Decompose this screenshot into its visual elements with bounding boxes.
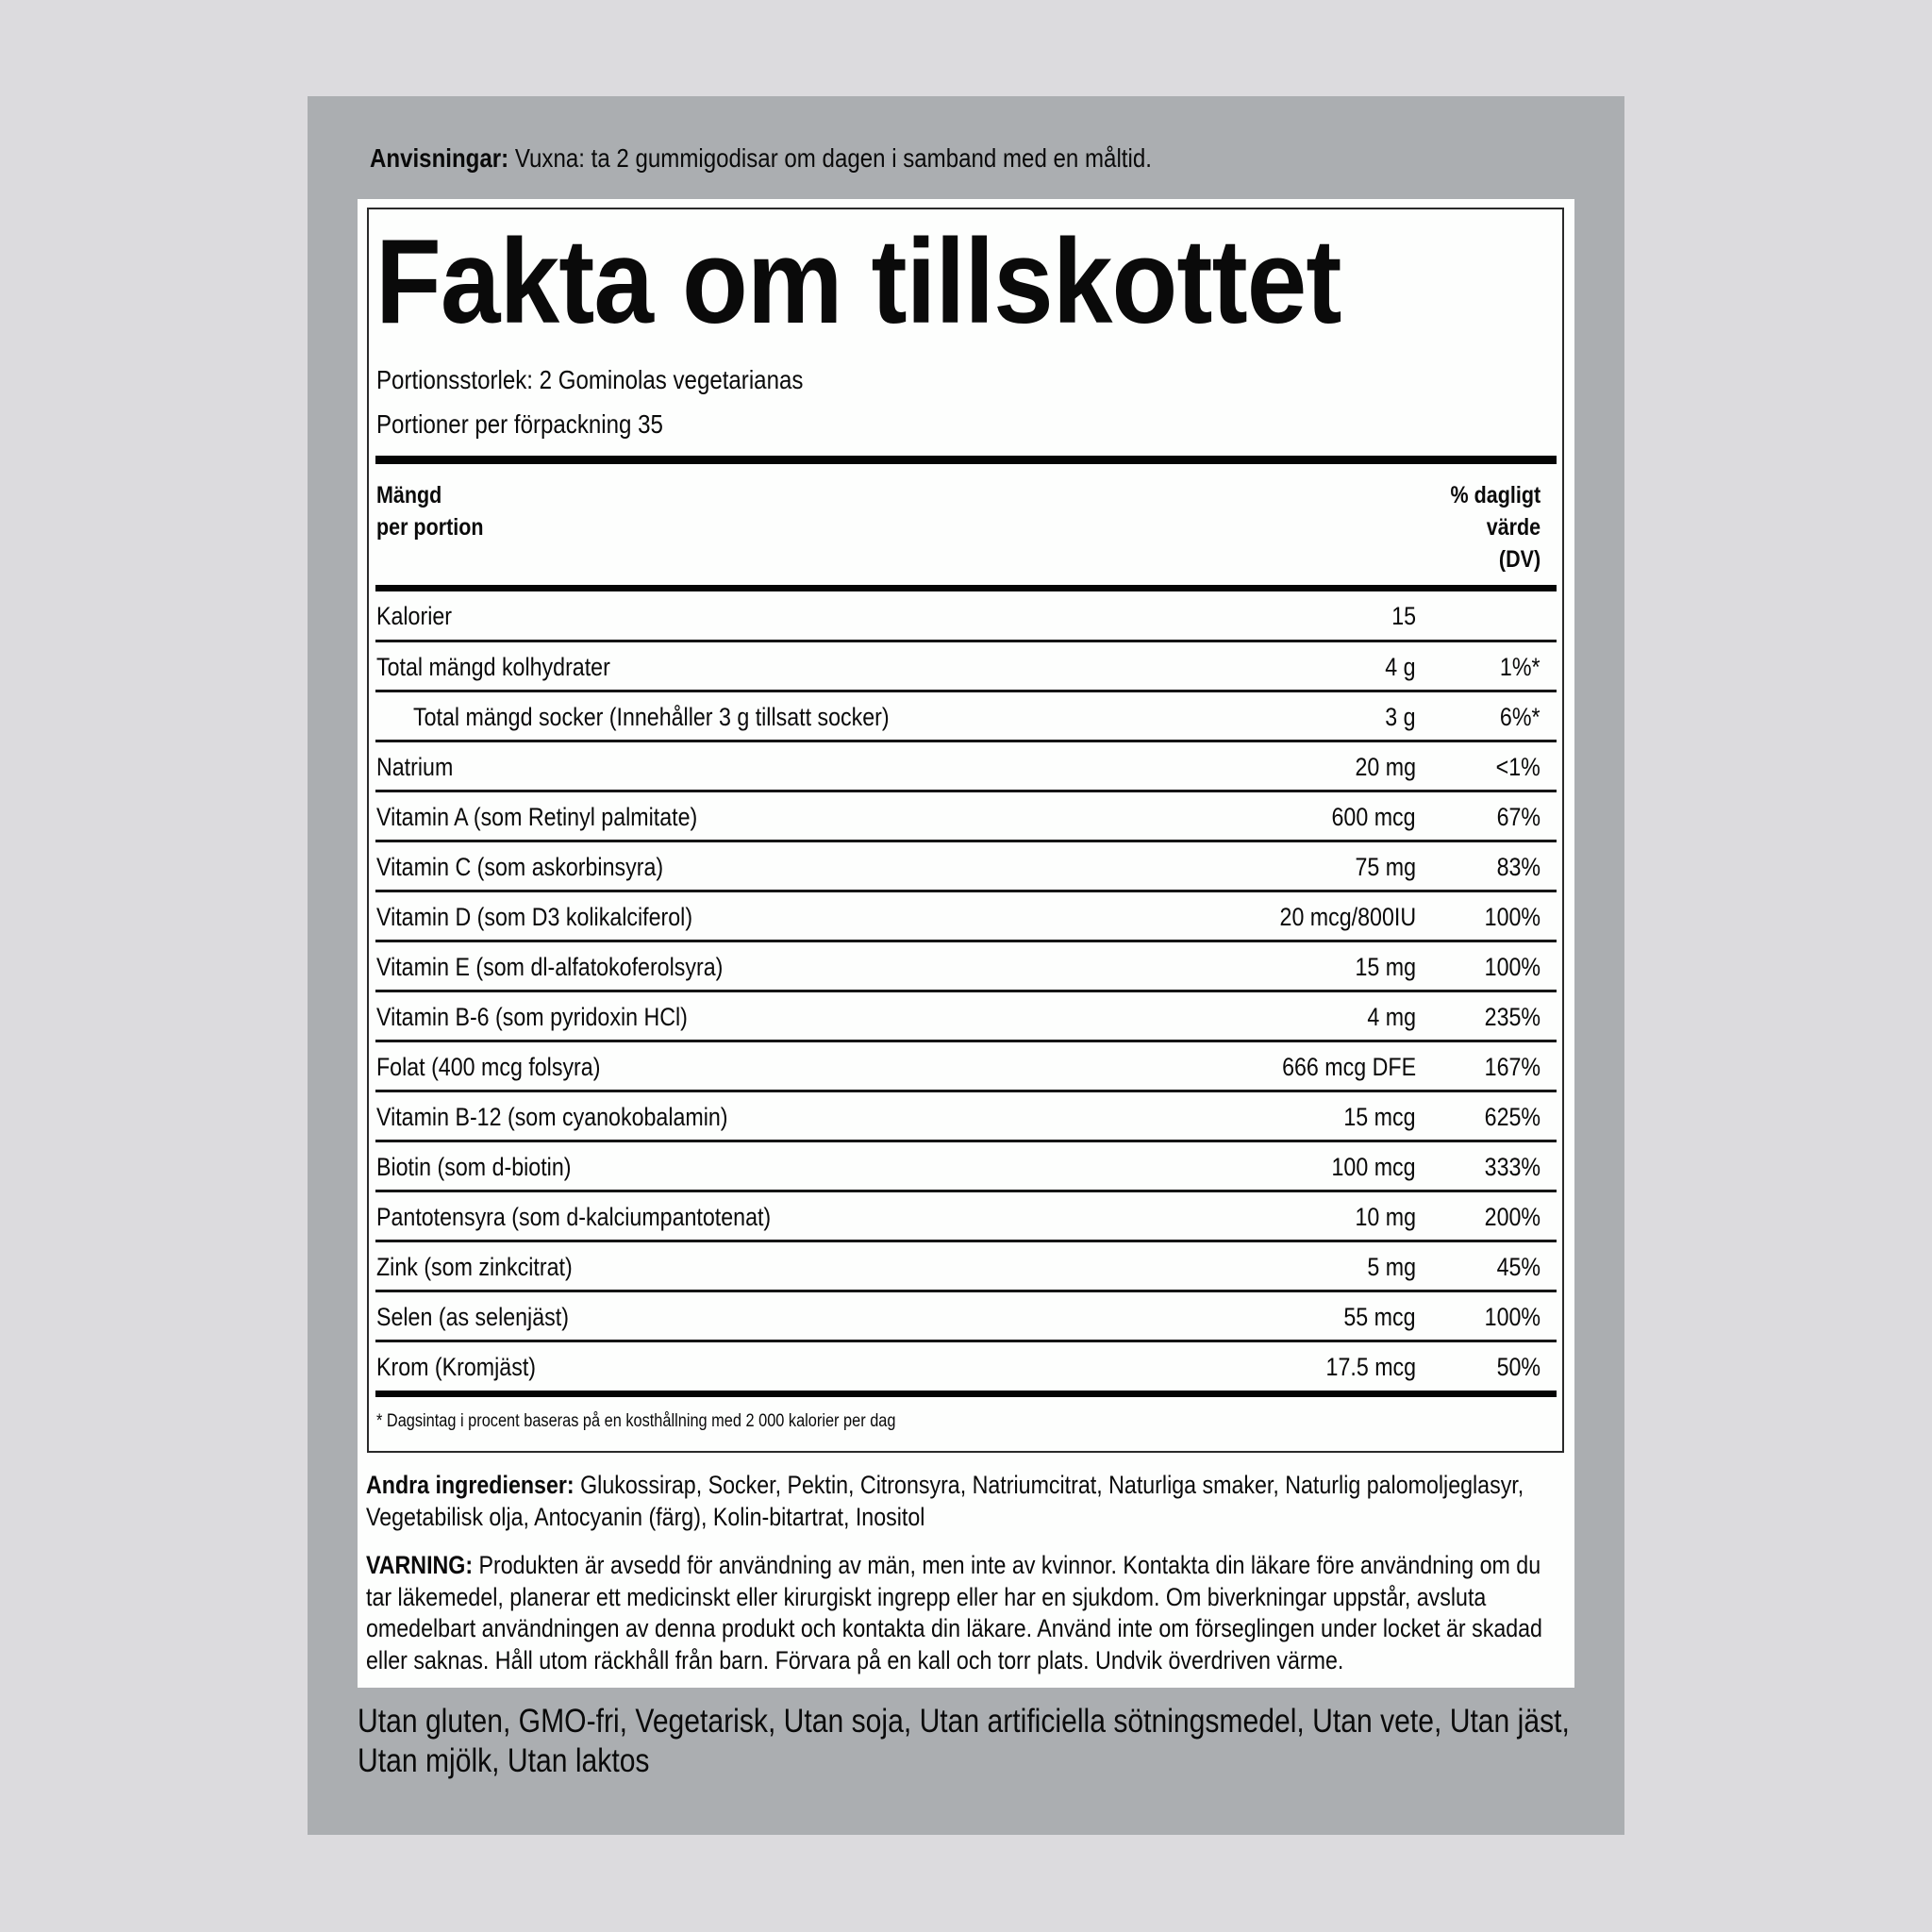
nutrient-amount: 3 g xyxy=(1385,703,1416,731)
table-row xyxy=(375,942,1557,992)
nutrient-name: Krom (Kromjäst) xyxy=(376,1353,537,1381)
table-row xyxy=(375,742,1557,792)
directions-text: Vuxna: ta 2 gummigodisar om dagen i samband med en måltid. xyxy=(508,143,1152,173)
nutrient-dv: 50% xyxy=(1496,1353,1541,1381)
nutrient-dv: 100% xyxy=(1484,1303,1541,1331)
nutrient-dv: <1% xyxy=(1495,753,1541,781)
nutrient-name: Kalorier xyxy=(376,602,453,630)
table-row xyxy=(375,992,1557,1042)
table-row xyxy=(375,642,1557,692)
nutrient-amount: 600 mcg xyxy=(1331,803,1416,831)
nutrient-name: Vitamin B-12 (som cyanokobalamin) xyxy=(376,1103,728,1131)
free-from-claims: Utan gluten, GMO-fri, Vegetarisk, Utan soja, Utan artificiella sötningsmedel, Utan vete, Utan jäst, Utan mjölk, Utan laktos xyxy=(358,1703,1570,1779)
table-row xyxy=(375,1042,1557,1092)
nutrient-amount: 666 mcg DFE xyxy=(1282,1053,1416,1081)
dv-footnote: * Dagsintag i procent baseras på en kosthållning med 2 000 kalorier per dag xyxy=(376,1411,896,1431)
table-row xyxy=(375,591,1557,641)
nutrient-name: Vitamin B-6 (som pyridoxin HCl) xyxy=(376,1003,688,1031)
nutrient-dv: 333% xyxy=(1484,1153,1541,1181)
dv-header-line1: % dagligt xyxy=(1450,482,1541,508)
nutrient-amount: 55 mcg xyxy=(1343,1303,1416,1331)
nutrient-name: Selen (as selenjäst) xyxy=(376,1303,569,1331)
amount-header-line1: Mängd xyxy=(376,482,442,508)
nutrient-amount: 17.5 mcg xyxy=(1325,1353,1416,1381)
nutrient-dv: 100% xyxy=(1484,953,1541,981)
facts-title: Fakta om tillskottet xyxy=(375,214,1341,348)
nutrient-dv: 67% xyxy=(1496,803,1541,831)
nutrient-amount: 100 mcg xyxy=(1331,1153,1416,1181)
nutrient-dv: 625% xyxy=(1484,1103,1541,1131)
directions-label: Anvisningar: xyxy=(370,143,509,173)
thick-divider xyxy=(375,585,1557,591)
nutrient-name: Folat (400 mcg folsyra) xyxy=(376,1053,601,1081)
nutrient-amount: 4 mg xyxy=(1367,1003,1416,1031)
nutrient-name: Biotin (som d-biotin) xyxy=(376,1153,572,1181)
nutrient-dv: 6%* xyxy=(1500,703,1541,731)
nutrient-name: Total mängd socker (Innehåller 3 g tillsatt socker) xyxy=(413,703,890,731)
table-row xyxy=(375,1292,1557,1342)
warning-text: Produkten är avsedd för användning av män, men inte av kvinnor. Kontakta din läkare före användning om du tar läkemedel, planerar ett medicinskt eller kirurgiskt ingrepp eller har en sjukdom. Om biverkningar uppstår, avsluta omedelbart användningen av denna produkt och kontakta din läkare. Använd inte om förseglingen under locket är skadad eller saknas. Håll utom räckhåll från barn. Förvara på en kall och torr plats. Undvik överdriven värme. xyxy=(366,1551,1542,1674)
table-row xyxy=(375,1142,1557,1192)
table-row xyxy=(375,1242,1557,1292)
nutrient-dv: 100% xyxy=(1484,903,1541,931)
nutrient-name: Vitamin A (som Retinyl palmitate) xyxy=(376,803,698,831)
nutrient-amount: 20 mg xyxy=(1355,753,1416,781)
thick-divider xyxy=(375,456,1557,464)
nutrient-amount: 15 mcg xyxy=(1343,1103,1416,1131)
other-ingredients-label: Andra ingredienser: xyxy=(366,1471,575,1499)
nutrient-dv: 45% xyxy=(1496,1253,1541,1281)
nutrient-amount: 75 mg xyxy=(1355,853,1416,881)
nutrient-name: Vitamin E (som dl-alfatokoferolsyra) xyxy=(376,953,724,981)
table-row xyxy=(375,1342,1557,1392)
dv-header xyxy=(1450,479,1541,575)
serving-size: Portionsstorlek: 2 Gominolas vegetarianas xyxy=(376,365,804,394)
nutrient-name: Vitamin C (som askorbinsyra) xyxy=(376,853,664,881)
nutrient-dv: 83% xyxy=(1496,853,1541,881)
table-row xyxy=(375,1092,1557,1142)
nutrient-name: Pantotensyra (som d-kalciumpantotenat) xyxy=(376,1203,772,1231)
nutrient-amount: 15 mg xyxy=(1355,953,1416,981)
warning xyxy=(366,1550,1555,1676)
dv-header-line3: (DV) xyxy=(1498,546,1541,573)
nutrient-name: Zink (som zinkcitrat) xyxy=(376,1253,573,1281)
thick-divider xyxy=(375,1391,1557,1397)
table-row xyxy=(375,1192,1557,1242)
nutrient-dv: 200% xyxy=(1484,1203,1541,1231)
nutrient-dv: 235% xyxy=(1484,1003,1541,1031)
nutrient-name: Vitamin D (som D3 kolikalciferol) xyxy=(376,903,693,931)
nutrient-amount: 4 g xyxy=(1385,653,1416,681)
nutrient-dv: 1%* xyxy=(1500,653,1541,681)
table-row xyxy=(375,692,1557,742)
nutrient-amount: 15 xyxy=(1391,602,1416,630)
other-ingredients-text: Glukossirap, Socker, Pektin, Citronsyra, Natriumcitrat, Naturliga smaker, Naturlig palomoljeglasyr, Vegetabilisk olja, Antocyanin (färg), Kolin-bitartrat, Inositol xyxy=(366,1471,1524,1531)
amount-header xyxy=(376,479,483,543)
nutrient-name: Natrium xyxy=(376,753,454,781)
warning-label: VARNING: xyxy=(366,1551,474,1579)
dv-header-line2: värde xyxy=(1486,514,1541,541)
amount-header-line2: per portion xyxy=(376,514,484,541)
nutrient-amount: 10 mg xyxy=(1355,1203,1416,1231)
nutrient-amount: 5 mg xyxy=(1367,1253,1416,1281)
nutrient-dv: 167% xyxy=(1484,1053,1541,1081)
table-row xyxy=(375,842,1557,892)
nutrient-name: Total mängd kolhydrater xyxy=(376,653,610,681)
table-row xyxy=(375,892,1557,942)
table-row xyxy=(375,792,1557,842)
other-ingredients xyxy=(366,1470,1555,1533)
nutrient-amount: 20 mcg/800IU xyxy=(1279,903,1416,931)
directions xyxy=(370,143,1152,174)
servings-per-container: Portioner per förpackning 35 xyxy=(376,409,663,439)
